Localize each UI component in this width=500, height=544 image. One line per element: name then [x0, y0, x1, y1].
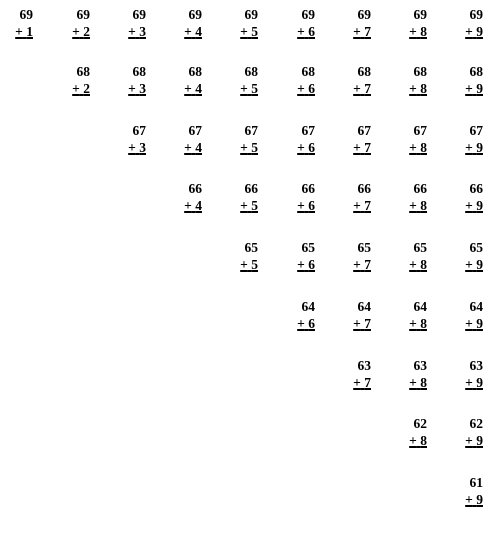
addend-top: 67 — [357, 123, 371, 138]
problem-69-plus-5 — [226, 6, 258, 40]
problem-69-plus-6 — [283, 6, 315, 40]
addend-top: 67 — [132, 123, 146, 138]
addend-bottom — [339, 315, 371, 332]
addend-bottom-value: 4 — [195, 140, 202, 155]
addend-top: 69 — [132, 7, 146, 22]
addend-bottom — [451, 23, 483, 40]
problem-69-plus-8 — [395, 6, 427, 40]
addend-bottom-underlined — [409, 257, 427, 272]
plus-sign: + — [353, 375, 361, 390]
addend-bottom-underlined — [353, 198, 371, 213]
addend-bottom-underlined — [465, 492, 483, 507]
problem-63-plus-8 — [395, 357, 427, 391]
addend-top: 62 — [413, 416, 427, 431]
addend-top: 69 — [469, 7, 483, 22]
addend-bottom — [226, 139, 258, 156]
addend-bottom-value: 1 — [26, 24, 33, 39]
addend-top: 67 — [301, 123, 315, 138]
addend-bottom-underlined — [240, 81, 258, 96]
addend-bottom — [114, 80, 146, 97]
addend-top: 68 — [413, 64, 427, 79]
addend-bottom-value: 9 — [476, 492, 483, 507]
addend-bottom-underlined — [240, 140, 258, 155]
addend-bottom — [114, 23, 146, 40]
plus-sign: + — [465, 492, 473, 507]
addend-top: 67 — [244, 123, 258, 138]
addend-bottom-underlined — [297, 81, 315, 96]
problem-68-plus-9 — [451, 63, 483, 97]
addend-bottom — [170, 197, 202, 214]
addend-bottom — [226, 197, 258, 214]
plus-sign: + — [240, 81, 248, 96]
addend-bottom-value: 4 — [195, 24, 202, 39]
addend-bottom-underlined — [240, 257, 258, 272]
addend-bottom-underlined — [465, 198, 483, 213]
addend-top: 62 — [469, 416, 483, 431]
addend-bottom — [339, 80, 371, 97]
problem-68-plus-7 — [339, 63, 371, 97]
problem-62-plus-8 — [395, 415, 427, 449]
plus-sign: + — [184, 140, 192, 155]
problem-64-plus-6 — [283, 298, 315, 332]
addend-bottom-value: 7 — [364, 316, 371, 331]
plus-sign: + — [353, 24, 361, 39]
problem-66-plus-4 — [170, 180, 202, 214]
problem-66-plus-7 — [339, 180, 371, 214]
plus-sign: + — [128, 24, 136, 39]
addend-bottom-value: 8 — [420, 375, 427, 390]
addend-bottom-value: 3 — [139, 81, 146, 96]
addend-bottom-value: 6 — [308, 257, 315, 272]
addend-bottom-value: 5 — [251, 24, 258, 39]
plus-sign: + — [409, 81, 417, 96]
addend-bottom — [226, 256, 258, 273]
addend-top: 68 — [301, 64, 315, 79]
plus-sign: + — [297, 81, 305, 96]
addend-bottom-value: 5 — [251, 140, 258, 155]
problem-69-plus-2 — [58, 6, 90, 40]
problem-68-plus-6 — [283, 63, 315, 97]
addend-bottom-underlined — [465, 433, 483, 448]
addend-top: 61 — [469, 475, 483, 490]
plus-sign: + — [297, 198, 305, 213]
addend-bottom — [339, 197, 371, 214]
addend-top: 66 — [413, 181, 427, 196]
addend-bottom-underlined — [297, 24, 315, 39]
addend-bottom-underlined — [297, 140, 315, 155]
addend-bottom — [451, 491, 483, 508]
addend-top: 63 — [357, 358, 371, 373]
addend-bottom-underlined — [240, 24, 258, 39]
addend-bottom-value: 8 — [420, 198, 427, 213]
addend-top: 66 — [188, 181, 202, 196]
problem-67-plus-3 — [114, 122, 146, 156]
addend-bottom — [283, 23, 315, 40]
addend-bottom-underlined — [72, 24, 90, 39]
plus-sign: + — [465, 316, 473, 331]
addend-top: 64 — [301, 299, 315, 314]
problem-64-plus-8 — [395, 298, 427, 332]
plus-sign: + — [465, 140, 473, 155]
problem-67-plus-9 — [451, 122, 483, 156]
plus-sign: + — [240, 198, 248, 213]
addend-top: 63 — [413, 358, 427, 373]
addend-bottom-value: 7 — [364, 24, 371, 39]
problem-65-plus-8 — [395, 239, 427, 273]
addend-bottom-underlined — [353, 375, 371, 390]
addend-top: 64 — [469, 299, 483, 314]
addend-top: 67 — [188, 123, 202, 138]
addend-bottom-underlined — [353, 257, 371, 272]
addend-bottom-underlined — [409, 433, 427, 448]
addend-bottom-underlined — [465, 24, 483, 39]
addend-top: 68 — [357, 64, 371, 79]
addend-bottom — [339, 374, 371, 391]
addend-bottom — [226, 23, 258, 40]
problem-67-plus-5 — [226, 122, 258, 156]
addend-bottom — [58, 23, 90, 40]
addend-bottom-value: 2 — [83, 81, 90, 96]
addend-bottom-value: 5 — [251, 257, 258, 272]
problem-65-plus-6 — [283, 239, 315, 273]
addend-bottom-value: 8 — [420, 24, 427, 39]
plus-sign: + — [72, 24, 80, 39]
addend-bottom — [451, 80, 483, 97]
addend-bottom-value: 3 — [139, 140, 146, 155]
problem-64-plus-7 — [339, 298, 371, 332]
addend-bottom — [1, 23, 33, 40]
problem-68-plus-8 — [395, 63, 427, 97]
addend-bottom-underlined — [353, 81, 371, 96]
addend-bottom-underlined — [353, 24, 371, 39]
addend-bottom-value: 7 — [364, 81, 371, 96]
addend-bottom-value: 7 — [364, 140, 371, 155]
plus-sign: + — [240, 140, 248, 155]
addend-bottom-value: 8 — [420, 316, 427, 331]
plus-sign: + — [297, 140, 305, 155]
plus-sign: + — [184, 24, 192, 39]
addend-bottom-underlined — [297, 198, 315, 213]
problem-62-plus-9 — [451, 415, 483, 449]
addend-top: 66 — [469, 181, 483, 196]
addend-top: 69 — [188, 7, 202, 22]
addend-bottom — [451, 374, 483, 391]
addend-bottom-value: 9 — [476, 81, 483, 96]
addend-bottom — [283, 197, 315, 214]
plus-sign: + — [465, 81, 473, 96]
problem-65-plus-7 — [339, 239, 371, 273]
plus-sign: + — [353, 198, 361, 213]
addend-bottom-value: 9 — [476, 257, 483, 272]
addend-bottom-value: 2 — [83, 24, 90, 39]
plus-sign: + — [465, 24, 473, 39]
addend-top: 66 — [244, 181, 258, 196]
addend-top: 69 — [244, 7, 258, 22]
addend-bottom — [283, 315, 315, 332]
problem-65-plus-9 — [451, 239, 483, 273]
addend-bottom-value: 6 — [308, 198, 315, 213]
problem-67-plus-7 — [339, 122, 371, 156]
addend-bottom-value: 9 — [476, 198, 483, 213]
addend-top: 67 — [413, 123, 427, 138]
plus-sign: + — [409, 375, 417, 390]
problem-63-plus-7 — [339, 357, 371, 391]
problem-66-plus-8 — [395, 180, 427, 214]
addend-bottom-underlined — [465, 316, 483, 331]
plus-sign: + — [465, 257, 473, 272]
addend-bottom-value: 9 — [476, 140, 483, 155]
plus-sign: + — [465, 433, 473, 448]
plus-sign: + — [184, 198, 192, 213]
addend-bottom — [451, 197, 483, 214]
addend-bottom-value: 9 — [476, 433, 483, 448]
addend-bottom-underlined — [297, 316, 315, 331]
addend-top: 68 — [132, 64, 146, 79]
addend-bottom-underlined — [184, 140, 202, 155]
addend-top: 65 — [469, 240, 483, 255]
problem-65-plus-5 — [226, 239, 258, 273]
plus-sign: + — [409, 140, 417, 155]
addend-bottom-underlined — [128, 140, 146, 155]
addend-bottom — [283, 256, 315, 273]
plus-sign: + — [15, 24, 23, 39]
addend-top: 65 — [357, 240, 371, 255]
addend-bottom — [395, 256, 427, 273]
addend-bottom-value: 7 — [364, 198, 371, 213]
addend-bottom — [283, 80, 315, 97]
plus-sign: + — [409, 433, 417, 448]
addend-bottom-underlined — [409, 81, 427, 96]
addend-top: 65 — [413, 240, 427, 255]
addend-top: 68 — [469, 64, 483, 79]
addend-bottom — [451, 256, 483, 273]
addend-bottom-value: 7 — [364, 257, 371, 272]
addend-bottom-value: 8 — [420, 81, 427, 96]
problem-64-plus-9 — [451, 298, 483, 332]
addend-top: 65 — [244, 240, 258, 255]
problem-68-plus-3 — [114, 63, 146, 97]
addend-bottom-value: 4 — [195, 198, 202, 213]
addend-bottom-underlined — [72, 81, 90, 96]
plus-sign: + — [297, 257, 305, 272]
addend-bottom — [395, 197, 427, 214]
addend-bottom-underlined — [184, 81, 202, 96]
addend-bottom — [395, 374, 427, 391]
addend-bottom-value: 5 — [251, 81, 258, 96]
addend-bottom-value: 6 — [308, 140, 315, 155]
addend-bottom — [58, 80, 90, 97]
addend-top: 68 — [244, 64, 258, 79]
addend-bottom-underlined — [15, 24, 33, 39]
addend-bottom — [339, 23, 371, 40]
addend-top: 66 — [301, 181, 315, 196]
addend-top: 69 — [413, 7, 427, 22]
addend-top: 69 — [301, 7, 315, 22]
addend-bottom-value: 6 — [308, 316, 315, 331]
addend-top: 69 — [357, 7, 371, 22]
plus-sign: + — [409, 316, 417, 331]
addend-bottom — [451, 139, 483, 156]
addend-bottom-value: 8 — [420, 257, 427, 272]
addend-bottom — [451, 432, 483, 449]
addend-bottom-underlined — [240, 198, 258, 213]
addend-bottom — [395, 23, 427, 40]
addend-bottom — [283, 139, 315, 156]
plus-sign: + — [184, 81, 192, 96]
addend-bottom — [170, 139, 202, 156]
problem-67-plus-8 — [395, 122, 427, 156]
addend-top: 69 — [76, 7, 90, 22]
addend-bottom-value: 4 — [195, 81, 202, 96]
addend-bottom-value: 9 — [476, 316, 483, 331]
plus-sign: + — [72, 81, 80, 96]
problem-61-plus-9 — [451, 474, 483, 508]
addend-bottom — [226, 80, 258, 97]
problem-69-plus-9 — [451, 6, 483, 40]
problem-66-plus-6 — [283, 180, 315, 214]
addend-bottom — [339, 139, 371, 156]
addend-bottom-underlined — [465, 375, 483, 390]
problem-68-plus-2 — [58, 63, 90, 97]
addend-bottom-value: 9 — [476, 24, 483, 39]
plus-sign: + — [353, 257, 361, 272]
problem-69-plus-3 — [114, 6, 146, 40]
addend-bottom-underlined — [184, 198, 202, 213]
addend-bottom-underlined — [409, 375, 427, 390]
addend-bottom-value: 7 — [364, 375, 371, 390]
addend-bottom-underlined — [353, 316, 371, 331]
plus-sign: + — [353, 316, 361, 331]
addend-bottom-underlined — [297, 257, 315, 272]
addend-bottom — [395, 315, 427, 332]
addend-top: 65 — [301, 240, 315, 255]
addend-top: 63 — [469, 358, 483, 373]
addend-bottom-underlined — [409, 140, 427, 155]
plus-sign: + — [465, 198, 473, 213]
problem-69-plus-1 — [1, 6, 33, 40]
plus-sign: + — [465, 375, 473, 390]
plus-sign: + — [409, 257, 417, 272]
addend-bottom — [170, 23, 202, 40]
addend-bottom-value: 8 — [420, 433, 427, 448]
addend-top: 64 — [413, 299, 427, 314]
addend-bottom-underlined — [465, 257, 483, 272]
addend-bottom-underlined — [128, 24, 146, 39]
addend-top: 64 — [357, 299, 371, 314]
addend-bottom-value: 8 — [420, 140, 427, 155]
addend-bottom-value: 3 — [139, 24, 146, 39]
addend-bottom — [395, 80, 427, 97]
addend-bottom-underlined — [409, 24, 427, 39]
addend-bottom-underlined — [409, 316, 427, 331]
addend-top: 68 — [188, 64, 202, 79]
addend-bottom — [451, 315, 483, 332]
addend-bottom-value: 6 — [308, 81, 315, 96]
plus-sign: + — [128, 140, 136, 155]
problem-67-plus-6 — [283, 122, 315, 156]
addend-bottom-underlined — [128, 81, 146, 96]
addend-bottom — [395, 139, 427, 156]
addend-top: 67 — [469, 123, 483, 138]
addend-top: 68 — [76, 64, 90, 79]
addend-bottom-underlined — [184, 24, 202, 39]
plus-sign: + — [409, 198, 417, 213]
problem-66-plus-5 — [226, 180, 258, 214]
addend-bottom-value: 5 — [251, 198, 258, 213]
problem-68-plus-5 — [226, 63, 258, 97]
addend-bottom — [170, 80, 202, 97]
addend-top: 66 — [357, 181, 371, 196]
addend-bottom-value: 9 — [476, 375, 483, 390]
addend-bottom-underlined — [409, 198, 427, 213]
addend-bottom — [339, 256, 371, 273]
problem-69-plus-7 — [339, 6, 371, 40]
addend-top: 69 — [19, 7, 33, 22]
addend-bottom-underlined — [465, 81, 483, 96]
addend-bottom — [114, 139, 146, 156]
problem-63-plus-9 — [451, 357, 483, 391]
plus-sign: + — [240, 257, 248, 272]
addend-bottom-underlined — [353, 140, 371, 155]
problem-67-plus-4 — [170, 122, 202, 156]
plus-sign: + — [353, 81, 361, 96]
addend-bottom — [395, 432, 427, 449]
addend-bottom-underlined — [465, 140, 483, 155]
plus-sign: + — [409, 24, 417, 39]
problem-66-plus-9 — [451, 180, 483, 214]
plus-sign: + — [240, 24, 248, 39]
plus-sign: + — [353, 140, 361, 155]
plus-sign: + — [128, 81, 136, 96]
plus-sign: + — [297, 316, 305, 331]
plus-sign: + — [297, 24, 305, 39]
problem-69-plus-4 — [170, 6, 202, 40]
problem-68-plus-4 — [170, 63, 202, 97]
addend-bottom-value: 6 — [308, 24, 315, 39]
